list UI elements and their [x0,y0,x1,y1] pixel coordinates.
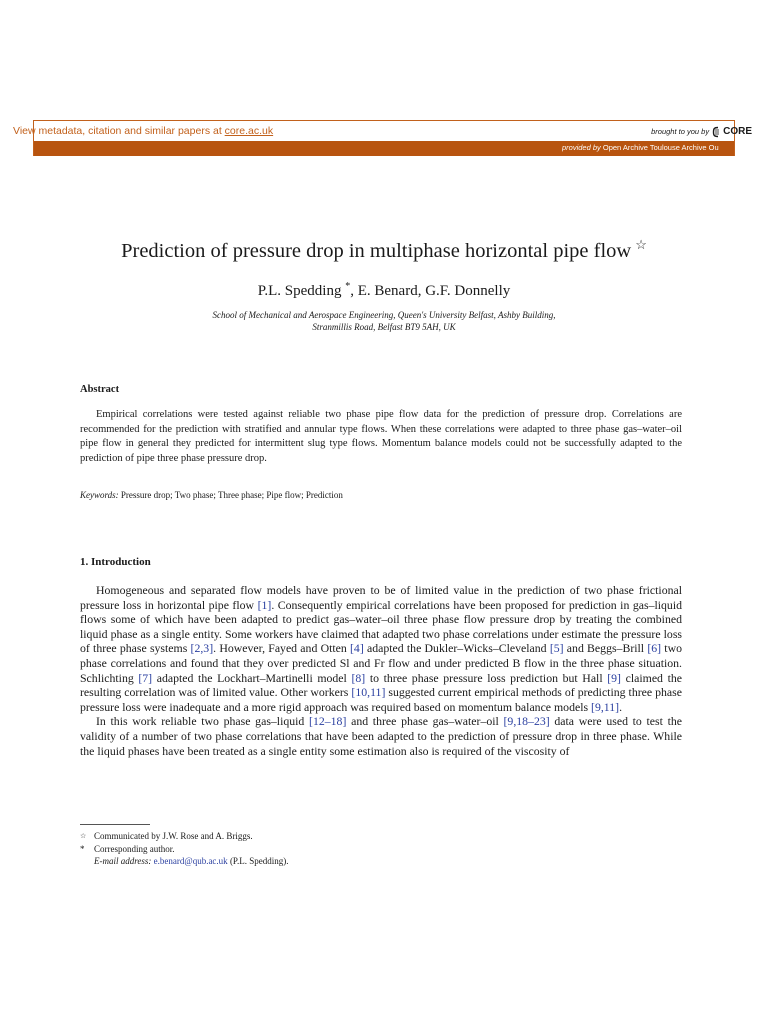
author-first: P.L. Spedding [257,283,342,299]
citation-link[interactable]: [9,18–23] [503,714,550,729]
citation-link[interactable]: [9,11] [591,699,620,714]
text-run: suggested current empirical methods of predicting three phase pressure loss were inadequate and a more rigid approach was required based on momentum balance models [80,685,682,714]
footnote-divider [80,824,150,825]
text-run: data were used to test the validity of a number of two phase correlations that have been adapted to the prediction of pressure drop in three phase. While the liquid phases have been treated as a single entity some estimation also is required of the viscosity of [80,714,683,758]
title-footnote-star-icon[interactable]: ☆ [635,237,647,252]
text-run: . However, Fayed and Otten [213,641,350,656]
corresponding-author-mark[interactable]: * [345,281,351,292]
abstract-heading: Abstract [80,384,120,395]
citation-link[interactable]: [8] [351,670,366,685]
authors-rest: , E. Benard, G.F. Donnelly [350,283,511,299]
footnote-1-text: Communicated by J.W. Rose and A. Briggs. [94,831,253,841]
core-link[interactable]: core.ac.uk [224,125,274,137]
text-run: two phase correlations and found that they over predicted Sl and Fr flow and under predicted B flow in the three phase situation. Schlichting [80,641,682,685]
text-run: adapted the Lockhart–Martinelli model [152,670,352,685]
citation-link[interactable]: [5] [549,641,564,656]
text-run: adapted the Dukler–Wicks–Cleveland [363,641,550,656]
core-provided-source: Open Archive Toulouse Archive Ou [602,143,719,152]
keywords [80,490,343,500]
footnote-email [80,855,288,868]
text-run: In this work reliable two phase gas–liquid [96,714,310,729]
footnote-2-text: Corresponding author. [94,843,175,854]
footnote-2 [80,843,288,856]
paragraph-2 [80,714,682,758]
citation-link[interactable]: [1] [257,597,272,612]
paragraph-1 [80,583,682,714]
citation-link[interactable]: [2,3] [190,641,214,656]
core-brand[interactable] [651,125,752,137]
core-logo-icon [712,125,720,137]
text-run: and Beggs–Brill [563,641,648,656]
footnote-asterisk: * [80,843,85,854]
core-banner-provided-bar [34,141,734,156]
text-run: . [619,699,623,714]
text-run: Homogeneous and separated flow models have proven to be of limited value in the prediction of two phase frictional pressure loss in horizontal pipe flow [80,583,682,612]
text-run: to three phase pressure loss prediction but Hall [365,670,608,685]
citation-link[interactable]: [7] [138,670,153,685]
core-provided-text[interactable] [562,143,732,152]
citation-link[interactable]: [6] [647,641,662,656]
citation-link[interactable]: [10,11] [351,685,386,700]
citation-link[interactable]: [12–18] [309,714,347,729]
core-provided-prefix: provided by [562,143,601,152]
core-brought-text: brought to you by [651,126,710,136]
section-heading-introduction: 1. Introduction [80,556,151,568]
email-suffix: (P.L. Spedding). [227,856,289,866]
email-label: E-mail address: [94,856,152,866]
affiliation-line-2: Stranmillis Road, Belfast BT9 5AH, UK [312,322,456,332]
core-banner [13,120,752,156]
core-metadata-label: View metadata, citation and similar papers at [13,125,222,137]
citation-link[interactable]: [4] [350,641,364,656]
keywords-label: Keywords: [80,490,119,500]
keywords-list: Pressure drop; Two phase; Three phase; Pipe flow; Prediction [120,490,343,500]
paper-title [0,237,768,263]
affiliation-line-1: School of Mechanical and Aerospace Engineering, Queen's University Belfast, Ashby Building, [212,310,556,320]
footnote-1 [80,830,288,843]
text-run: claimed the resulting correlation was of limited value. Other workers [80,670,682,700]
citation-link[interactable]: [9] [607,670,621,685]
introduction-body [80,583,682,758]
affiliation [0,309,768,333]
abstract-text: Empirical correlations were tested against reliable two phase pipe flow data for the prediction of pressure drop. Correlations are recommended for the prediction with stratified and annular type flows. When these correlations were adapted to three phase gas–water–oil pipe flow in general they predicted for intermittent slug type flows. Momentum balance models could not be successfully adapted to the prediction of pipe three phase pressure drop. [80,409,682,464]
paper-authors [0,281,768,300]
text-run: and three phase gas–water–oil [346,714,504,729]
text-run: . Consequently empirical correlations have been proposed for prediction in gas–liquid flows some of which have been adapted to predict gas–water–oil three phase flow pressure drop by treating the combined liquid phase as a single entity. Some workers have claimed that adapted two phase correlations under estimate the pressure loss of three phase systems [80,597,682,656]
core-banner-top [13,121,752,141]
core-metadata-text [13,125,273,137]
core-logo-text: CORE [723,125,752,137]
email-link[interactable]: e.benard@qub.ac.uk [153,856,228,866]
footnotes [80,830,288,868]
footnote-star-icon: ☆ [80,832,87,840]
paper-title-text: Prediction of pressure drop in multiphase horizontal pipe flow [121,239,632,262]
